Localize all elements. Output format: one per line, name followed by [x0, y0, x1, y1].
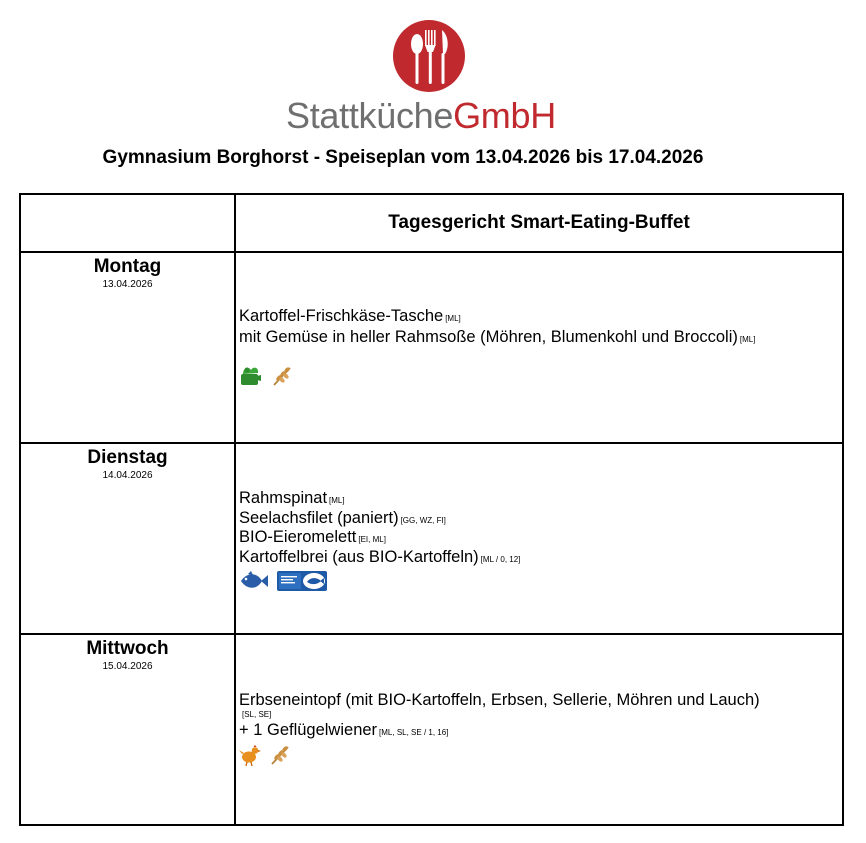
day-name: Montag: [93, 256, 162, 277]
header-meal-cell: Tagesgericht Smart-Eating-Buffet: [235, 194, 843, 252]
cutlery-icon: [393, 20, 465, 92]
allergen-tag: [ML / 0, 12]: [480, 554, 521, 564]
dish-cell: [235, 443, 843, 634]
dish-line: [239, 328, 842, 349]
dish-text: Kartoffel-Frischkäse-Tasche: [239, 307, 444, 325]
dish-cell: [235, 252, 843, 443]
allergen-tag: [SL, SE]: [242, 710, 272, 719]
table-header-row: [20, 194, 843, 252]
dish-text: Seelachsfilet (paniert): [239, 508, 399, 527]
day-date: 14.04.2026: [102, 470, 153, 481]
dish-cell: [235, 634, 843, 825]
dish-line: [239, 307, 842, 328]
dish-text: mit Gemüse in heller Rahmsoße (Möhren, Blumenkohl und Broccoli): [239, 328, 738, 346]
dish-line: [239, 529, 842, 549]
page-title: Gymnasium Borghorst - Speiseplan vom 13.04.2026 bis 17.04.2026: [102, 147, 704, 168]
day-cell: [20, 634, 235, 825]
day-name: Mittwoch: [86, 638, 169, 659]
diet-icons: [239, 570, 842, 592]
allergen-tag: [ML]: [329, 496, 345, 505]
day-row-montag: [20, 252, 843, 443]
diet-icons: [239, 365, 842, 387]
dish-text: Erbseneintopf (mit BIO-Kartoffeln, Erbsen, Sellerie, Möhren und Lauch): [239, 691, 760, 709]
dish-line: [239, 691, 842, 709]
grain-icon: [269, 744, 291, 766]
diet-icons: [239, 744, 842, 766]
day-cell: [20, 443, 235, 634]
header-day-cell: [20, 194, 235, 252]
allergen-tag: [ML]: [445, 314, 461, 323]
brand-name: [286, 96, 576, 136]
allergen-tag: [EI, ML]: [358, 535, 386, 544]
menu-table: [19, 193, 844, 826]
brand-name-part2: GmbH: [453, 95, 556, 136]
allergen-tag: [GG, WZ, FI]: [400, 515, 446, 525]
allergen-tag: [ML, SL, SE / 1, 16]: [379, 728, 449, 737]
chicken-icon: [239, 744, 261, 766]
dish-text: + 1 Geflügelwiener: [239, 721, 378, 739]
dish-line: [239, 549, 842, 569]
dish-line: [239, 721, 842, 742]
dish-text: Kartoffelbrei (aus BIO-Kartoffeln): [239, 547, 479, 566]
brand-logo: [286, 18, 576, 136]
allergen-tag: [ML]: [739, 335, 756, 344]
day-name: Dienstag: [87, 447, 168, 468]
grain-icon: [271, 365, 293, 387]
dish-text: Rahmspinat: [239, 489, 328, 507]
day-cell: [20, 252, 235, 443]
day-date: 13.04.2026: [102, 279, 153, 290]
fish-icon: [239, 571, 269, 591]
day-row-mittwoch: [20, 634, 843, 825]
day-row-dienstag: [20, 443, 843, 634]
msc-label-icon: [277, 571, 327, 591]
day-date: 15.04.2026: [102, 661, 153, 672]
dish-line: [239, 490, 842, 510]
vegetarian-icon: [239, 365, 263, 387]
brand-name-part1: Stattküche: [286, 95, 454, 136]
dish-line: [239, 510, 842, 530]
dish-text: BIO-Eieromelett: [239, 528, 357, 546]
